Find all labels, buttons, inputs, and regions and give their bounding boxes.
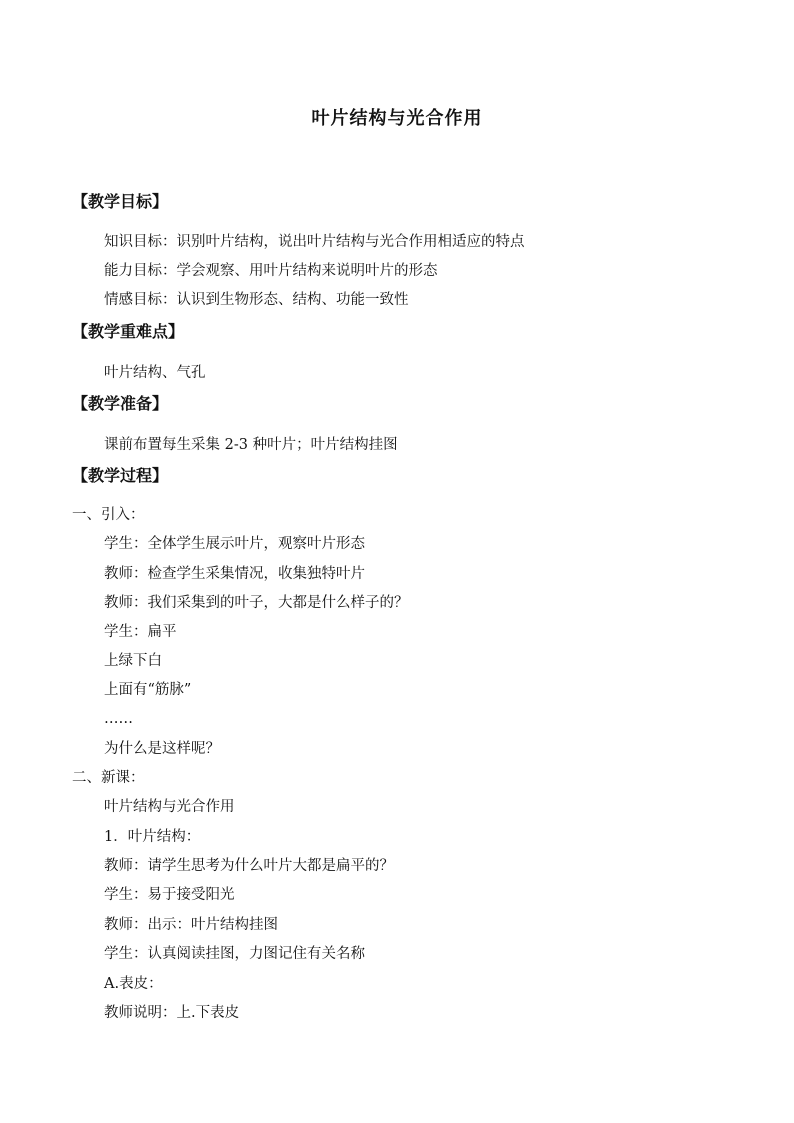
process-part1-line: 为什么是这样呢？ <box>104 741 220 757</box>
process-part1-line: 上绿下白 <box>104 653 162 669</box>
document-title: 叶片结构与光合作用 <box>311 108 483 129</box>
process-part2-line: 1．叶片结构： <box>104 829 201 845</box>
process-part2-line: 教师：出示：叶片结构挂图 <box>104 917 278 933</box>
process-part1-line: 上面有“筋脉” <box>104 682 192 698</box>
goal-line-ability: 能力目标：学会观察、用叶片结构来说明叶片的形态 <box>104 263 438 279</box>
process-part2-line: 教师：请学生思考为什么叶片大都是扁平的？ <box>104 858 394 874</box>
preparation-line: 课前布置每生采集 2-3 种叶片；叶片结构挂图 <box>104 437 398 453</box>
section-heading-key-points: 【教学重难点】 <box>72 322 185 341</box>
process-part1-line: …… <box>104 711 133 727</box>
section-heading-goals: 【教学目标】 <box>72 192 169 211</box>
process-part2-label: 二、新课： <box>72 770 145 786</box>
process-part2-line: 教师说明：上.下表皮 <box>104 1005 240 1021</box>
section-heading-preparation: 【教学准备】 <box>72 394 169 413</box>
process-part2-line: 叶片结构与光合作用 <box>104 799 235 815</box>
goal-line-emotion: 情感目标：认识到生物形态、结构、功能一致性 <box>104 292 409 308</box>
process-part2-line: 学生：易于接受阳光 <box>104 887 235 903</box>
process-part1-line: 学生：全体学生展示叶片，观察叶片形态 <box>104 536 365 552</box>
section-heading-process: 【教学过程】 <box>72 466 169 485</box>
process-part1-line: 教师：我们采集到的叶子，大都是什么样子的？ <box>104 595 409 611</box>
process-part1-line: 学生：扁平 <box>104 624 177 640</box>
process-part2-line: 学生：认真阅读挂图，力图记住有关名称 <box>104 946 365 962</box>
goal-line-knowledge: 知识目标：识别叶片结构，说出叶片结构与光合作用相适应的特点 <box>104 234 525 250</box>
process-part1-label: 一、引入： <box>72 507 145 523</box>
process-part1-line: 教师：检查学生采集情况，收集独特叶片 <box>104 566 365 582</box>
key-points-line: 叶片结构、气孔 <box>104 365 206 381</box>
process-part2-line: A.表皮： <box>104 976 163 992</box>
